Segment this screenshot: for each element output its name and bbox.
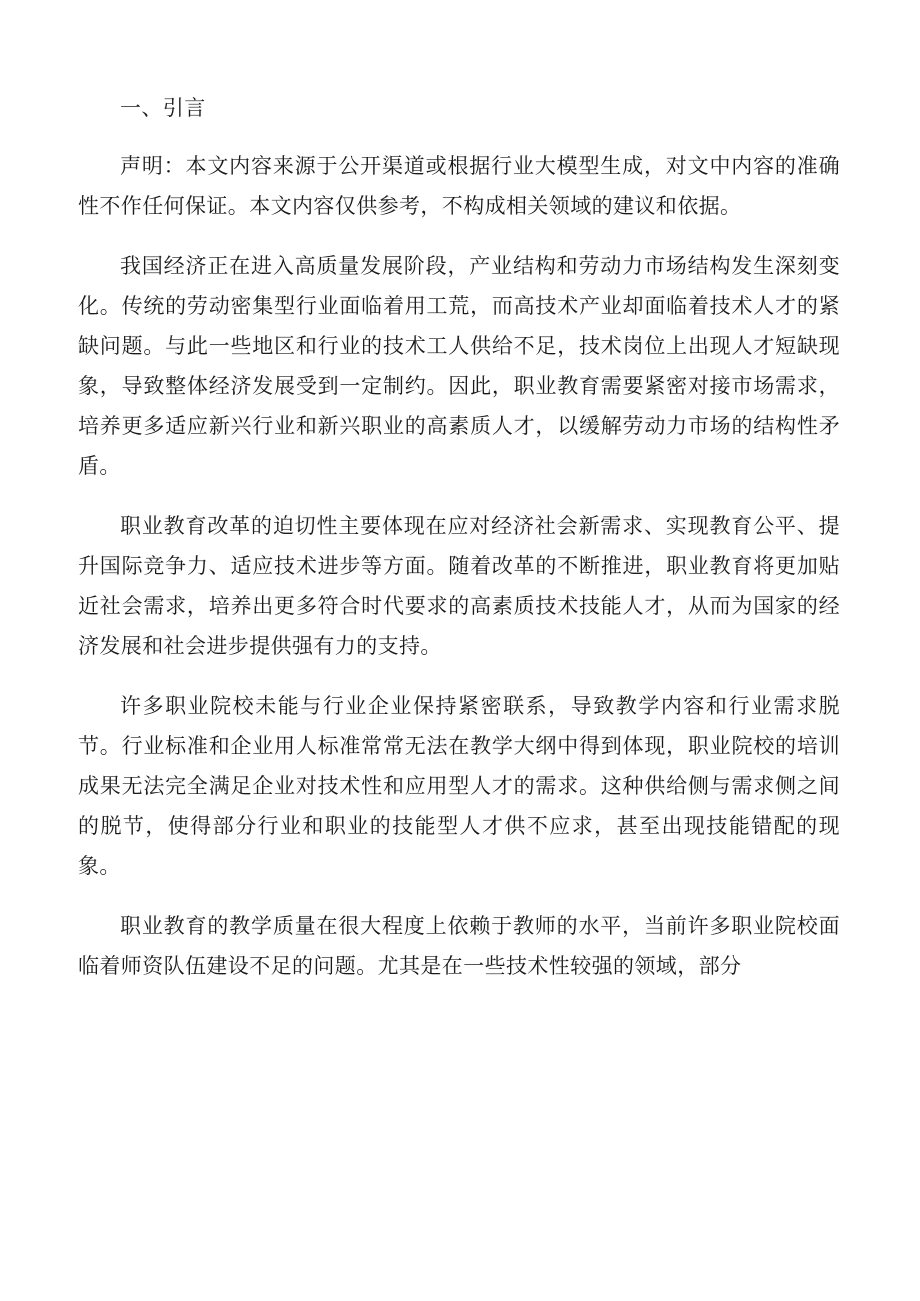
paragraph-teaching-quality: 职业教育的教学质量在很大程度上依赖于教师的水平，当前许多职业院校面临着师资队伍建设不足的问题。尤其是在一些技术性较强的领域，部分 [78,914,840,978]
document-body [78,88,840,1006]
paragraph-industry-gap: 许多职业院校未能与行业企业保持紧密联系，导致教学内容和行业需求脱节。行业标准和企业用人标准常常无法在教学大纲中得到体现，职业院校的培训成果无法完全满足企业对技术性和应用型人才的需求。这种供给侧与需求侧之间的脱节，使得部分行业和职业的技能型人才供不应求，甚至出现技能错配的现象。 [78,694,840,878]
section-heading: 一、引言 [120,96,206,120]
paragraph-reform-urgency: 职业教育改革的迫切性主要体现在应对经济社会新需求、实现教育公平、提升国际竞争力、适应技术进步等方面。随着改革的不断推进，职业教育将更加贴近社会需求，培养出更多符合时代要求的高素质技术技能人才，从而为国家的经济发展和社会进步提供强有力的支持。 [78,514,840,658]
paragraph-economy: 我国经济正在进入高质量发展阶段，产业结构和劳动力市场结构发生深刻变化。传统的劳动密集型行业面临着用工荒，而高技术产业却面临着技术人才的紧缺问题。与此一些地区和行业的技术工人供给不足，技术岗位上出现人才短缺现象，导致整体经济发展受到一定制约。因此，职业教育需要紧密对接市场需求，培养更多适应新兴行业和新兴职业的高素质人才，以缓解劳动力市场的结构性矛盾。 [78,254,840,478]
paragraph-disclaimer: 声明：本文内容来源于公开渠道或根据行业大模型生成，对文中内容的准确性不作任何保证。本文内容仅供参考，不构成相关领域的建议和依据。 [78,154,840,218]
